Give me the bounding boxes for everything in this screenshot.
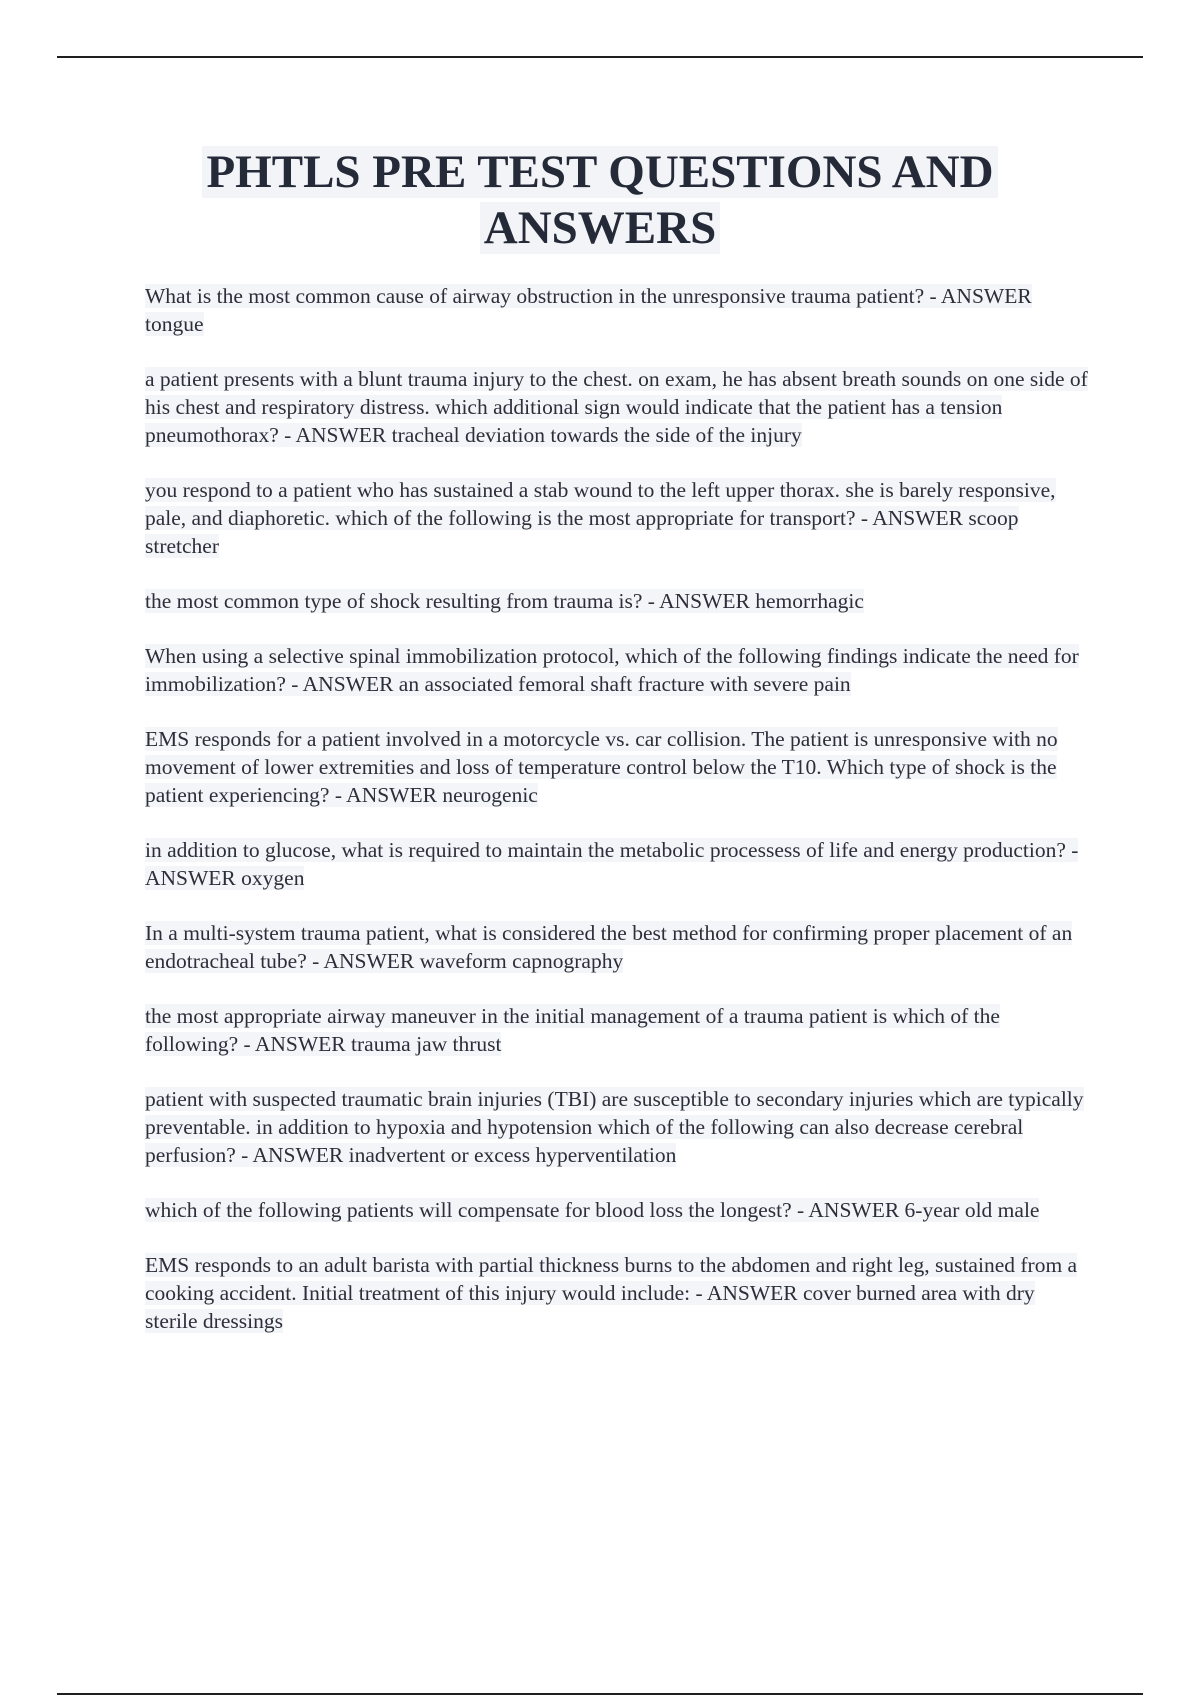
qa-text: When using a selective spinal immobilization protocol, which of the following findings indicate the need for immobilization? - ANSWER an associated femoral shaft fracture with severe pain xyxy=(145,644,1079,696)
qa-item-7 xyxy=(145,836,1090,892)
qa-text: In a multi-system trauma patient, what is considered the best method for confirming proper placement of an endotracheal tube? - ANSWER waveform capnography xyxy=(145,921,1073,973)
qa-item-12 xyxy=(145,1251,1090,1335)
qa-text: EMS responds to an adult barista with partial thickness burns to the abdomen and right leg, sustained from a cooking accident. Initial treatment of this injury would include: - ANSWER cover burned area with dry sterile dressings xyxy=(145,1253,1078,1333)
qa-item-2 xyxy=(145,365,1090,449)
qa-text: in addition to glucose, what is required to maintain the metabolic processess of life and energy production? - ANSWER oxygen xyxy=(145,838,1079,890)
qa-item-5 xyxy=(145,642,1090,698)
qa-text: What is the most common cause of airway obstruction in the unresponsive trauma patient? - ANSWER tongue xyxy=(145,284,1032,336)
page-title-line-1: PHTLS PRE TEST QUESTIONS AND xyxy=(202,146,997,198)
qa-text: the most common type of shock resulting from trauma is? - ANSWER hemorrhagic xyxy=(145,589,864,613)
qa-item-10 xyxy=(145,1085,1090,1169)
qa-list xyxy=(145,282,1090,1362)
page-title xyxy=(0,144,1200,256)
top-divider xyxy=(57,56,1143,58)
qa-item-8 xyxy=(145,919,1090,975)
qa-text: which of the following patients will compensate for blood loss the longest? - ANSWER 6-year old male xyxy=(145,1198,1040,1222)
qa-text: EMS responds for a patient involved in a motorcycle vs. car collision. The patient is unresponsive with no movement of lower extremities and loss of temperature control below the T10. Which type of shock is the patient experiencing? - ANSWER neurogenic xyxy=(145,727,1058,807)
qa-text: a patient presents with a blunt trauma injury to the chest. on exam, he has absent breath sounds on one side of his chest and respiratory distress. which additional sign would indicate that the patient has a tension pneumothorax? - ANSWER tracheal deviation towards the side of the injury xyxy=(145,367,1088,447)
qa-item-9 xyxy=(145,1002,1090,1058)
qa-item-11 xyxy=(145,1196,1090,1224)
qa-item-6 xyxy=(145,725,1090,809)
bottom-divider xyxy=(57,1693,1143,1695)
qa-item-3 xyxy=(145,476,1090,560)
qa-item-4 xyxy=(145,587,1090,615)
page-title-line-2: ANSWERS xyxy=(480,202,720,254)
qa-item-1 xyxy=(145,282,1090,338)
qa-text: patient with suspected traumatic brain injuries (TBI) are susceptible to secondary injuries which are typically preventable. in addition to hypoxia and hypotension which of the following can also decrease cerebral perfusion? - ANSWER inadvertent or excess hyperventilation xyxy=(145,1087,1084,1167)
qa-text: the most appropriate airway maneuver in the initial management of a trauma patient is which of the following? - ANSWER trauma jaw thrust xyxy=(145,1004,1000,1056)
qa-text: you respond to a patient who has sustained a stab wound to the left upper thorax. she is barely responsive, pale, and diaphoretic. which of the following is the most appropriate for transport? - ANSWER scoop stretcher xyxy=(145,478,1056,558)
